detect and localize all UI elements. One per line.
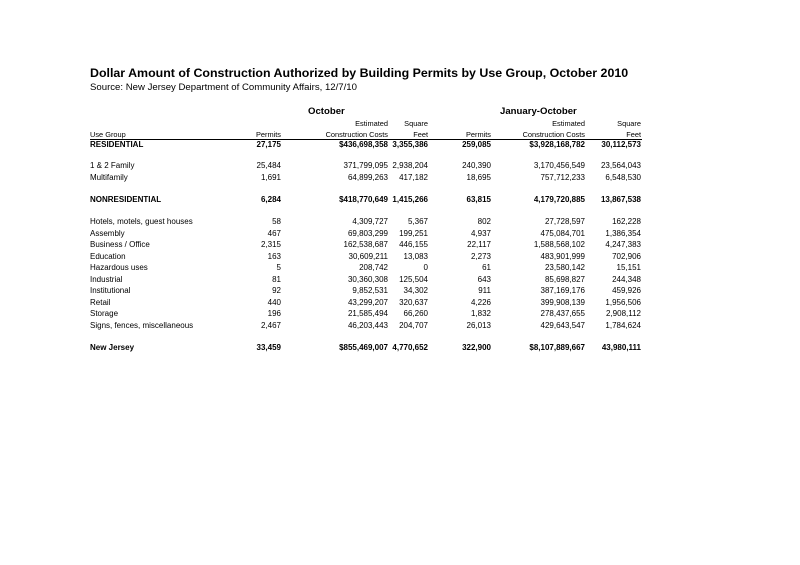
cell-permits-ytd: 802 <box>477 217 491 226</box>
table-row <box>0 161 800 172</box>
cell-feet-ytd: 702,906 <box>612 252 641 261</box>
cell-feet-oct: 125,504 <box>399 275 428 284</box>
cell-permits-ytd: 2,273 <box>470 252 491 261</box>
table-row <box>0 195 800 206</box>
cell-costs-ytd: 85,698,827 <box>544 275 585 284</box>
cell-permits-ytd: 1,832 <box>470 309 491 318</box>
header-permits-ytd: Permits <box>465 130 491 139</box>
cell-costs-ytd: 387,169,176 <box>540 286 585 295</box>
table-row <box>0 343 800 354</box>
cell-costs-oct: 30,609,211 <box>348 252 388 261</box>
cell-costs-oct: 43,299,207 <box>347 298 388 307</box>
cell-feet-ytd: 162,228 <box>612 217 641 226</box>
cell-feet-oct: 66,260 <box>403 309 428 318</box>
row-label: Storage <box>90 309 119 318</box>
cell-feet-oct: 320,637 <box>399 298 428 307</box>
table-row <box>0 217 800 228</box>
cell-feet-ytd: 4,247,383 <box>605 240 641 249</box>
row-label: Assembly <box>90 229 125 238</box>
cell-costs-oct: 64,899,263 <box>347 173 388 182</box>
cell-permits-oct: 467 <box>267 229 281 238</box>
cell-feet-oct: 204,707 <box>399 321 428 330</box>
header-square-ytd: Square <box>617 119 641 128</box>
cell-costs-ytd: $8,107,889,667 <box>529 343 585 352</box>
table-row <box>0 240 800 251</box>
cell-feet-ytd: 244,348 <box>612 275 641 284</box>
cell-costs-ytd: 757,712,233 <box>540 173 585 182</box>
cell-feet-ytd: 459,926 <box>612 286 641 295</box>
cell-feet-ytd: 1,784,624 <box>605 321 641 330</box>
cell-feet-oct: 446,155 <box>399 240 428 249</box>
cell-costs-oct: 208,742 <box>359 263 388 272</box>
cell-permits-ytd: 63,815 <box>466 195 491 204</box>
cell-permits-oct: 27,175 <box>256 140 281 149</box>
row-label: New Jersey <box>90 343 135 352</box>
table-row <box>0 298 800 309</box>
cell-costs-oct: 4,309,727 <box>352 217 388 226</box>
cell-costs-oct: 9,852,531 <box>352 286 388 295</box>
cell-permits-ytd: 4,226 <box>470 298 491 307</box>
cell-permits-oct: 5 <box>276 263 281 272</box>
table-row <box>0 275 800 286</box>
cell-permits-oct: 81 <box>272 275 281 284</box>
cell-permits-ytd: 18,695 <box>466 173 491 182</box>
cell-costs-ytd: 4,179,720,885 <box>533 195 585 204</box>
cell-permits-oct: 2,315 <box>260 240 281 249</box>
table-row <box>0 321 800 332</box>
cell-permits-oct: 33,459 <box>256 343 281 352</box>
header-feet-ytd: Feet <box>626 130 641 139</box>
cell-permits-oct: 58 <box>272 217 281 226</box>
cell-costs-ytd: 399,908,139 <box>540 298 585 307</box>
cell-costs-ytd: 278,437,655 <box>540 309 585 318</box>
header-costs-oct: Construction Costs <box>325 130 388 139</box>
header-estimated-oct: Estimated <box>355 119 388 128</box>
cell-costs-oct: $436,698,358 <box>339 140 388 149</box>
cell-permits-oct: 92 <box>272 286 281 295</box>
cell-permits-oct: 163 <box>267 252 281 261</box>
cell-permits-oct: 2,467 <box>260 321 281 330</box>
table-row <box>0 286 800 297</box>
group-header-ytd: January-October <box>500 106 577 117</box>
cell-permits-ytd: 643 <box>477 275 491 284</box>
cell-costs-oct: 21,585,494 <box>347 309 388 318</box>
cell-permits-oct: 6,284 <box>260 195 281 204</box>
cell-costs-ytd: 429,643,547 <box>540 321 585 330</box>
row-label: Multifamily <box>90 173 128 182</box>
header-permits-oct: Permits <box>255 130 281 139</box>
cell-feet-oct: 3,355,386 <box>392 140 428 149</box>
group-header-october: October <box>308 106 345 117</box>
header-costs-ytd: Construction Costs <box>522 130 585 139</box>
row-label: Hazardous uses <box>90 263 148 272</box>
cell-costs-oct: 46,203,443 <box>347 321 388 330</box>
cell-permits-oct: 25,484 <box>256 161 281 170</box>
cell-feet-ytd: 2,908,112 <box>606 309 641 318</box>
cell-feet-oct: 1,415,266 <box>392 195 428 204</box>
cell-permits-ytd: 240,390 <box>462 161 491 170</box>
cell-feet-ytd: 1,386,354 <box>605 229 641 238</box>
cell-costs-ytd: 3,170,456,549 <box>533 161 585 170</box>
cell-permits-ytd: 259,085 <box>462 140 491 149</box>
row-label: Education <box>90 252 126 261</box>
cell-permits-ytd: 61 <box>482 263 491 272</box>
cell-feet-ytd: 23,564,043 <box>600 161 641 170</box>
cell-feet-oct: 0 <box>423 263 428 272</box>
cell-costs-ytd: 475,084,701 <box>540 229 585 238</box>
table-row <box>0 309 800 320</box>
cell-costs-oct: $418,770,649 <box>339 195 388 204</box>
cell-feet-ytd: 6,548,530 <box>605 173 641 182</box>
row-label: Signs, fences, miscellaneous <box>90 321 194 330</box>
row-label: Retail <box>90 298 111 307</box>
row-label: Industrial <box>90 275 123 284</box>
table-row <box>0 229 800 240</box>
row-label: 1 & 2 Family <box>90 161 135 170</box>
cell-feet-oct: 34,302 <box>403 286 428 295</box>
header-estimated-ytd: Estimated <box>552 119 585 128</box>
cell-permits-ytd: 4,937 <box>470 229 491 238</box>
cell-permits-oct: 1,691 <box>260 173 281 182</box>
cell-feet-oct: 199,251 <box>399 229 428 238</box>
report-source: Source: New Jersey Department of Community Affairs, 12/7/10 <box>90 82 357 93</box>
header-feet-oct: Feet <box>413 130 428 139</box>
cell-feet-ytd: 1,956,506 <box>605 298 641 307</box>
cell-feet-oct: 13,083 <box>403 252 428 261</box>
cell-costs-oct: $855,469,007 <box>339 343 388 352</box>
table-row <box>0 252 800 263</box>
cell-feet-oct: 2,938,204 <box>392 161 428 170</box>
table-row <box>0 173 800 184</box>
cell-permits-oct: 440 <box>267 298 281 307</box>
cell-feet-ytd: 43,980,111 <box>601 343 641 352</box>
cell-permits-oct: 196 <box>267 309 281 318</box>
header-use-group: Use Group <box>90 130 126 139</box>
cell-permits-ytd: 22,117 <box>467 240 491 249</box>
header-square-oct: Square <box>404 119 428 128</box>
row-label: Business / Office <box>90 240 150 249</box>
row-label: NONRESIDENTIAL <box>90 195 162 204</box>
cell-costs-ytd: $3,928,168,782 <box>529 140 585 149</box>
cell-feet-ytd: 30,112,573 <box>601 140 641 149</box>
cell-costs-oct: 30,360,308 <box>347 275 388 284</box>
row-label: Institutional <box>90 286 131 295</box>
cell-feet-oct: 417,182 <box>399 173 428 182</box>
cell-costs-oct: 69,803,299 <box>347 229 388 238</box>
cell-costs-ytd: 23,580,142 <box>544 263 585 272</box>
report-title: Dollar Amount of Construction Authorized by Building Permits by Use Group, October 2010 <box>90 66 629 80</box>
cell-feet-ytd: 13,867,538 <box>600 195 641 204</box>
table-row <box>0 140 800 151</box>
cell-feet-ytd: 15,151 <box>616 263 641 272</box>
cell-permits-ytd: 322,900 <box>462 343 491 352</box>
row-label: RESIDENTIAL <box>90 140 144 149</box>
cell-costs-ytd: 483,901,999 <box>540 252 585 261</box>
cell-costs-ytd: 1,588,568,102 <box>533 240 585 249</box>
cell-costs-ytd: 27,728,597 <box>544 217 585 226</box>
table-row <box>0 263 800 274</box>
cell-permits-ytd: 911 <box>478 286 491 295</box>
cell-costs-oct: 371,799,095 <box>343 161 388 170</box>
cell-feet-oct: 5,367 <box>407 217 428 226</box>
row-label: Hotels, motels, guest houses <box>90 217 193 226</box>
cell-costs-oct: 162,538,687 <box>343 240 388 249</box>
cell-feet-oct: 4,770,652 <box>392 343 428 352</box>
cell-permits-ytd: 26,013 <box>466 321 491 330</box>
